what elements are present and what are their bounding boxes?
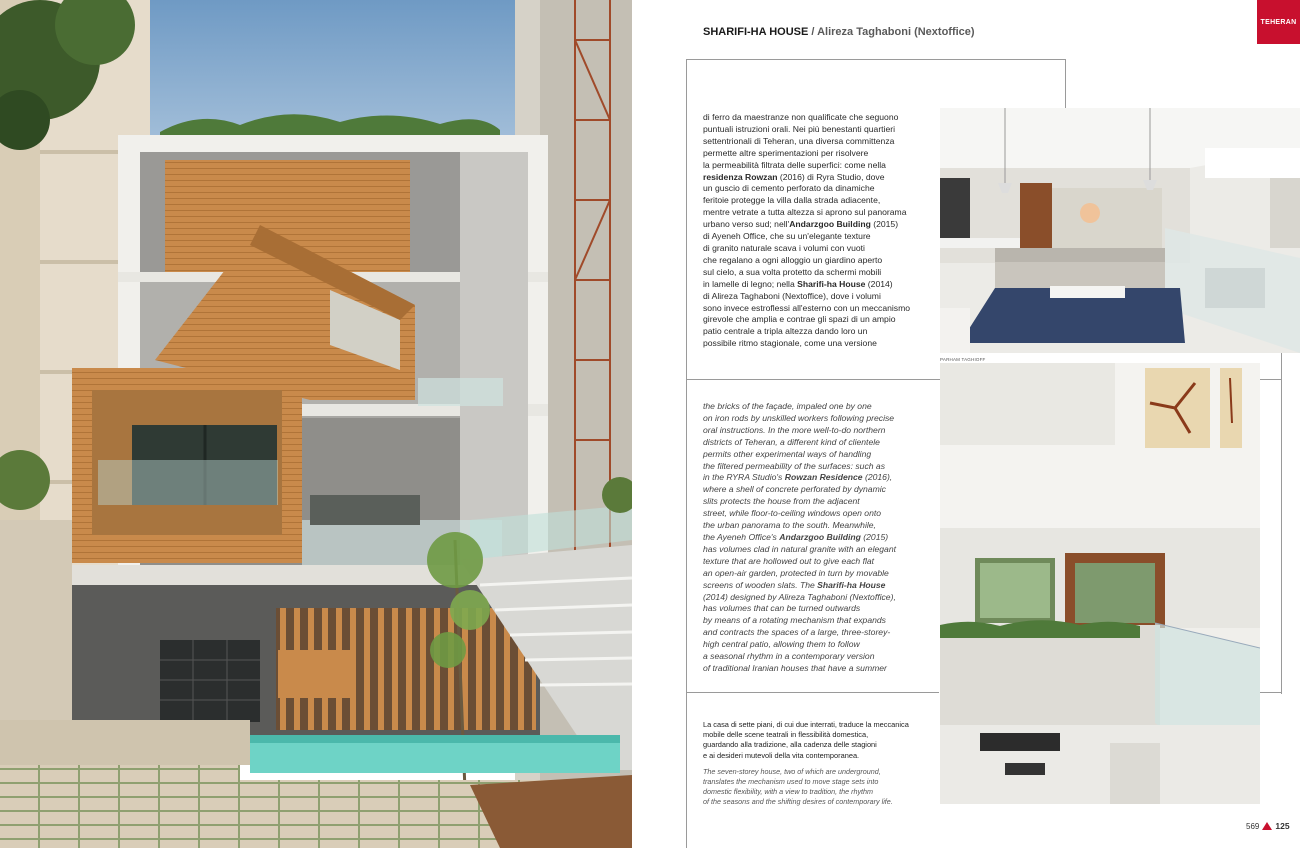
body-text-english	[703, 401, 935, 675]
running-header	[703, 26, 975, 38]
caption-italian: La casa di sette piani, di cui due interrati, traduce la meccanica mobile delle scene teatrali in flessibilità domestica, guardando alla tradizione, alla cadenza delle stagioni e ai desideri mutevoli della vita contemporanea.	[703, 720, 909, 760]
body-en-4: (2014) designed by Alireza Taghaboni (Nextoffice), has volumes that can be turned outwards by means of a rotating mechanism that expands and contracts the spaces of a large, three-storey- high central patio, allowing them to follow a seasonal rhythm in a contemporary version of traditional Iranian houses that have a summer	[703, 591, 896, 673]
section-tab: TEHERAN	[1257, 0, 1300, 44]
photo-credit: PARHAM TAGHIOFF	[940, 357, 986, 362]
body-en-bold-rowzan: Rowzan Residence	[784, 472, 863, 483]
body-it-2: (2016) di Ryra Studio, dove un guscio di cemento perforato da dinamiche feritoie protegge la villa dalla strada adiacente, mentre vetrate a tutta altezza si aprono sul panorama urbano verso sud; nell'	[703, 171, 907, 230]
body-text-italian	[703, 112, 935, 350]
frame-line-left	[686, 59, 687, 848]
page-folio	[1246, 821, 1290, 831]
caption-english: The seven-storey house, two of which are underground, translates the mechanism used to move stage sets into domestic flexibility, with a view to tradition, the rhythm of the seasons and the shifting desires of contemporary life.	[703, 767, 893, 806]
body-en-3: (2015) has volumes clad in natural granite with an elegant texture that are hollowed out to give each flat an open-air garden, protected in turn by movable screens of wooden slats. The	[703, 531, 896, 590]
body-it-bold-rowzan: residenza Rowzan	[703, 171, 778, 182]
body-it-1: di ferro da maestranze non qualificate che seguono puntuali istruzioni orali. Nei più benestanti quartieri settentrionali di Teheran, una diversa committenza permette altre sperimentazioni per risolvere la permeabilità filtrata delle superfici: come nella	[703, 112, 899, 170]
facade-photo	[0, 0, 632, 848]
body-en-bold-andarzgoo: Andarzgoo Building	[779, 531, 861, 542]
issue-number: 569	[1246, 821, 1260, 831]
frame-line-right-bottom	[1258, 692, 1282, 693]
body-en-1: the bricks of the façade, impaled one by one on iron rods by unskilled workers following precise oral instructions. In the more well-to-do northern districts of Teheran, a different kind of clientele permits other experimental ways of handling the filtered permeability of the surfaces: such as in the RYRA Studio's	[703, 401, 895, 483]
logo-mark-icon	[1262, 822, 1272, 830]
header-project: SHARIFI-HA HOUSE	[703, 26, 809, 38]
interior-photo-living-room	[940, 108, 1300, 353]
interior-photo-atrium	[940, 363, 1260, 804]
body-en-2: (2016), where a shell of concrete perforated by dynamic slits protects the house from the adjacent street, while floor-to-ceiling windows open onto the urban panorama to the south. Meanwhile, the Ayeneh Office's	[703, 472, 893, 542]
body-it-3: (2015) di Ayeneh Office, che su un'elegante texture di granito naturale scava i volumi con vuoti che regalano a ogni alloggio un giardino aperto sul cielo, a sua volta protetto da schermi mobili in lamelle di legno; nella	[703, 219, 899, 289]
page-number: 125	[1275, 821, 1290, 831]
frame-line-right-upper	[1065, 59, 1066, 109]
header-architect: Alireza Taghaboni (Nextoffice)	[817, 26, 975, 38]
frame-line-lower	[686, 692, 939, 693]
body-it-bold-andarzgoo: Andarzgoo Building	[789, 219, 871, 230]
frame-line-right-outer	[1281, 352, 1282, 694]
body-it-bold-sharifi: Sharifi-ha House	[797, 278, 866, 289]
frame-line-top	[686, 59, 1066, 60]
body-it-4: (2014) di Alireza Taghaboni (Nextoffice), dove i volumi sono invece estroflessi all'esterno con un meccanismo girevole che amplia e contrae gli spazi di un ampio patio centrale a tripla altezza dando loro un possibile ritmo stagionale, come una versione	[703, 278, 911, 349]
header-separator: /	[808, 26, 818, 38]
body-en-bold-sharifi: Sharifi-ha House	[817, 579, 886, 590]
